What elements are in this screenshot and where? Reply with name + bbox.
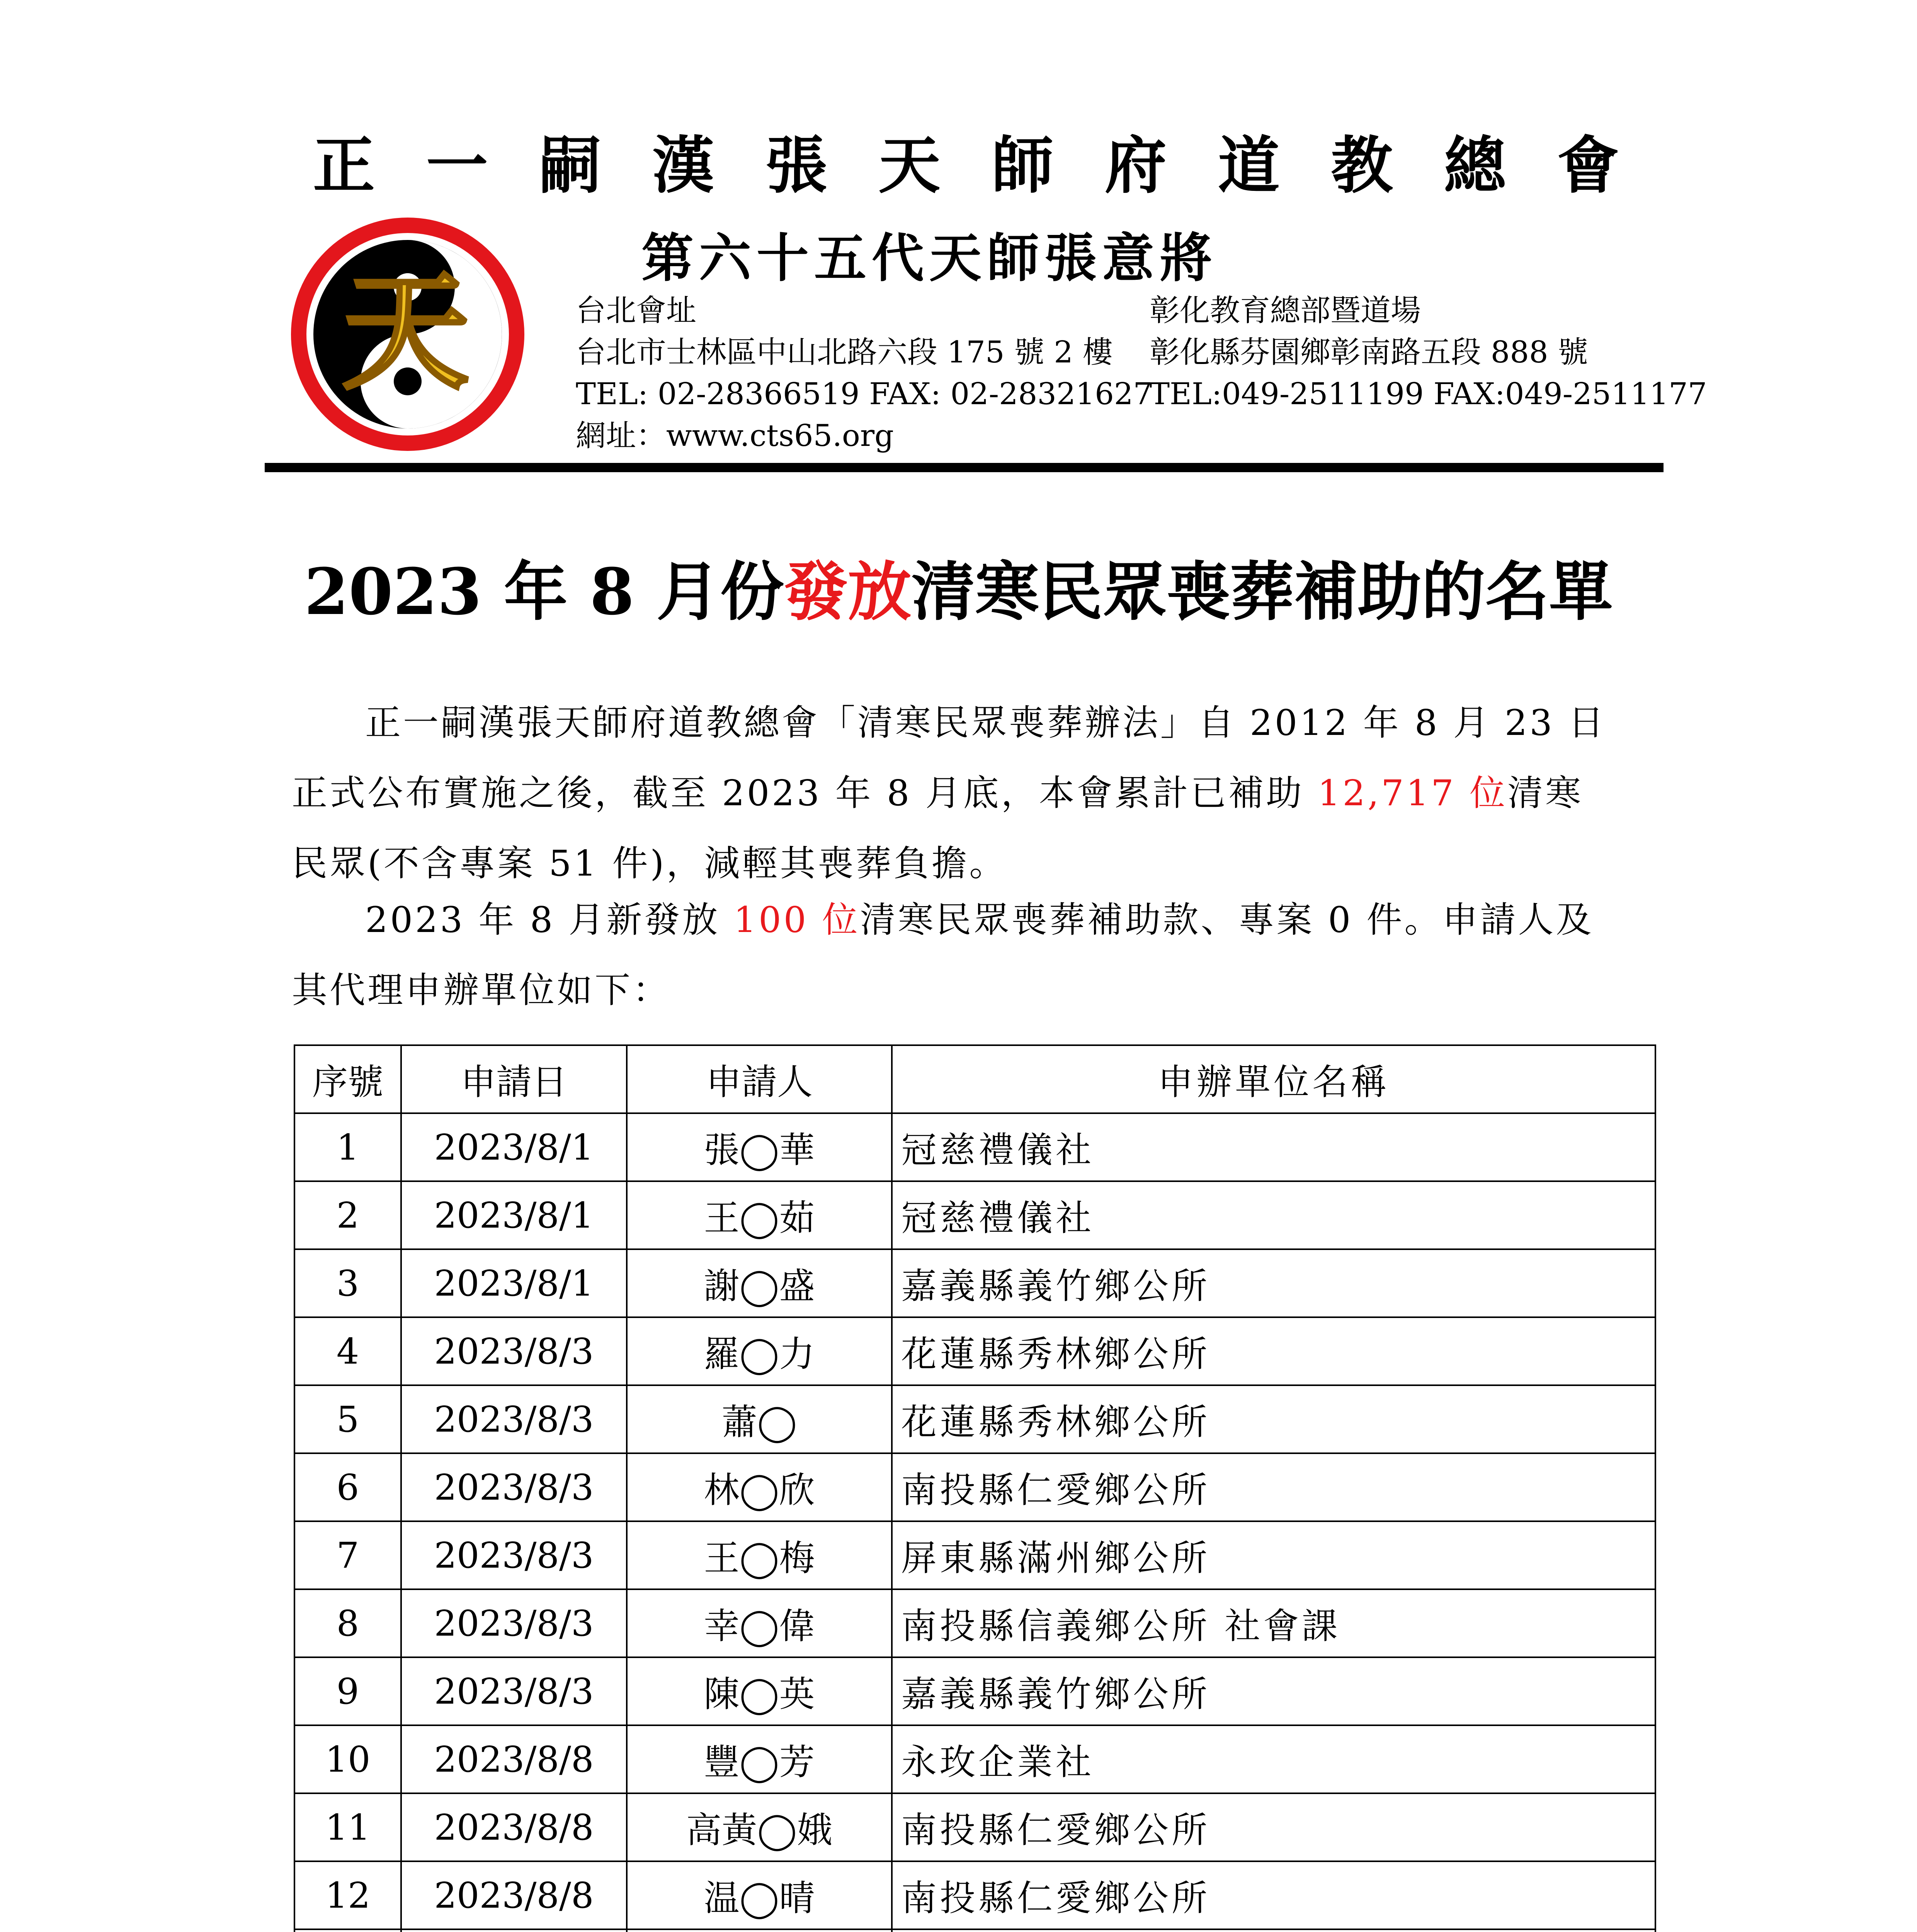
cell-agency: 花蓮縣秀林鄉公所 bbox=[892, 1317, 1655, 1385]
cell-serial: 2 bbox=[294, 1181, 401, 1249]
table-row bbox=[294, 1113, 1655, 1181]
taipei-contact bbox=[576, 290, 1152, 457]
table-row bbox=[294, 1861, 1655, 1929]
cell-agency: 南投縣仁愛鄉公所 bbox=[892, 1793, 1655, 1861]
header-agency: 申辦單位名稱 bbox=[892, 1045, 1655, 1113]
taipei-phone-fax: TEL: 02-28366519 FAX: 02-28321627 bbox=[576, 377, 1153, 412]
org-name-char: 府 bbox=[1105, 129, 1167, 202]
changhua-contact bbox=[1150, 290, 1707, 415]
monthly-count: 100 位 bbox=[720, 899, 860, 940]
table-row bbox=[294, 1453, 1655, 1521]
org-name-char: 教 bbox=[1331, 129, 1393, 202]
cell-applicant: 謝◯盛 bbox=[627, 1249, 892, 1317]
organization-name bbox=[313, 124, 1619, 202]
monthly-text-b: 清寒民眾喪葬補助款、專案 0 件。申請人及其代理申辦單位如下： bbox=[292, 899, 1594, 1011]
subsidy-recipient-table bbox=[294, 1044, 1656, 1932]
intro-text-b: 清寒民眾(不含專案 51 件)，減輕其喪葬負擔。 bbox=[292, 772, 1584, 884]
cell-apply-date: 2023/8/3 bbox=[401, 1589, 627, 1657]
cell-serial: 1 bbox=[294, 1113, 401, 1181]
cell-applicant: 羅◯力 bbox=[627, 1317, 892, 1385]
cell-apply-date: 2023/8/8 bbox=[401, 1725, 627, 1793]
cell-apply-date: 2023/8/1 bbox=[401, 1113, 627, 1181]
changhua-phone-fax: TEL:049-2511199 FAX:049-2511177 bbox=[1150, 377, 1707, 412]
org-name-char: 張 bbox=[765, 129, 827, 202]
cell-serial: 11 bbox=[294, 1793, 401, 1861]
cell-apply-date: 2023/8/3 bbox=[401, 1317, 627, 1385]
document-title bbox=[0, 541, 1917, 633]
changhua-office-label: 彰化教育總部暨道場 bbox=[1150, 293, 1421, 328]
taipei-office-label: 台北會址 bbox=[576, 293, 697, 328]
intro-paragraph bbox=[292, 688, 1621, 899]
cell-agency: 嘉義縣義竹鄉公所 bbox=[892, 1657, 1655, 1725]
cell-agency: 花蓮縣秀林鄉公所 bbox=[892, 1385, 1655, 1453]
cell-apply-date: 2023/8/3 bbox=[401, 1453, 627, 1521]
cell-applicant: 幸◯偉 bbox=[627, 1589, 892, 1657]
cell-apply-date bbox=[401, 1929, 627, 1932]
org-name-char: 嗣 bbox=[539, 129, 601, 202]
cell-agency: 冠慈禮儀社 bbox=[892, 1181, 1655, 1249]
cell-applicant: 高黃◯娥 bbox=[627, 1793, 892, 1861]
cell-serial: 6 bbox=[294, 1453, 401, 1521]
cell-serial: 10 bbox=[294, 1725, 401, 1793]
cell-agency: 嘉義縣義竹鄉公所 bbox=[892, 1249, 1655, 1317]
monthly-paragraph bbox=[292, 885, 1621, 1026]
cell-applicant: 林◯欣 bbox=[627, 1453, 892, 1521]
celestial-master-name: 第六十五代天師張意將 bbox=[641, 228, 1217, 289]
cell-serial: 7 bbox=[294, 1521, 401, 1589]
header-applicant: 申請人 bbox=[627, 1045, 892, 1113]
cell-apply-date: 2023/8/3 bbox=[401, 1521, 627, 1589]
monthly-text-a: 2023 年 8 月新發放 bbox=[365, 899, 720, 940]
cell-applicant: 豐◯芳 bbox=[627, 1725, 892, 1793]
cell-agency bbox=[892, 1929, 1655, 1932]
taipei-address: 台北市士林區中山北路六段 175 號 2 樓 bbox=[576, 335, 1113, 370]
table-row bbox=[294, 1521, 1655, 1589]
cell-serial bbox=[294, 1929, 401, 1932]
cell-apply-date: 2023/8/8 bbox=[401, 1861, 627, 1929]
intro-text-a: 正一嗣漢張天師府道教總會「清寒民眾喪葬辦法」自 2012 年 8 月 23 日正式公布實施之後，截至 2023 年 8 月底，本會累計已補助 bbox=[292, 702, 1606, 814]
header-apply-date: 申請日 bbox=[401, 1045, 627, 1113]
org-name-char: 天 bbox=[878, 129, 941, 202]
org-name-char: 一 bbox=[426, 129, 488, 202]
cell-applicant: 王◯茹 bbox=[627, 1181, 892, 1249]
cell-agency: 南投縣仁愛鄉公所 bbox=[892, 1861, 1655, 1929]
cell-serial: 12 bbox=[294, 1861, 401, 1929]
table-row bbox=[294, 1793, 1655, 1861]
org-name-char: 道 bbox=[1218, 129, 1280, 202]
cell-apply-date: 2023/8/1 bbox=[401, 1249, 627, 1317]
org-name-char: 正 bbox=[313, 129, 375, 202]
cell-serial: 8 bbox=[294, 1589, 401, 1657]
table-row bbox=[294, 1929, 1655, 1932]
cell-apply-date: 2023/8/3 bbox=[401, 1657, 627, 1725]
table-row bbox=[294, 1249, 1655, 1317]
table-header-row bbox=[294, 1045, 1655, 1113]
org-name-char: 師 bbox=[992, 129, 1054, 202]
cell-serial: 4 bbox=[294, 1317, 401, 1385]
org-name-char: 總 bbox=[1444, 129, 1506, 202]
website: 網址：www.cts65.org bbox=[576, 418, 894, 453]
org-name-char: 會 bbox=[1557, 129, 1619, 202]
table-body bbox=[294, 1113, 1655, 1932]
cell-agency: 冠慈禮儀社 bbox=[892, 1113, 1655, 1181]
table-row bbox=[294, 1181, 1655, 1249]
table-row bbox=[294, 1589, 1655, 1657]
table-row bbox=[294, 1317, 1655, 1385]
cell-applicant bbox=[627, 1929, 892, 1932]
taiji-logo bbox=[288, 214, 527, 454]
cumulative-count: 12,717 位 bbox=[1304, 772, 1508, 814]
cell-applicant: 張◯華 bbox=[627, 1113, 892, 1181]
table-row bbox=[294, 1385, 1655, 1453]
title-highlight: 發放 bbox=[784, 554, 912, 629]
cell-agency: 南投縣仁愛鄉公所 bbox=[892, 1453, 1655, 1521]
org-name-char: 漢 bbox=[652, 129, 714, 202]
header-divider bbox=[265, 463, 1664, 472]
cell-applicant: 温◯晴 bbox=[627, 1861, 892, 1929]
table-row bbox=[294, 1725, 1655, 1793]
cell-applicant: 王◯梅 bbox=[627, 1521, 892, 1589]
table-row bbox=[294, 1657, 1655, 1725]
title-prefix: 2023 年 8 月份 bbox=[304, 554, 784, 629]
cell-applicant: 蕭◯ bbox=[627, 1385, 892, 1453]
title-suffix: 清寒民眾喪葬補助的名單 bbox=[911, 554, 1613, 629]
changhua-address: 彰化縣芬園鄉彰南路五段 888 號 bbox=[1150, 335, 1588, 370]
cell-apply-date: 2023/8/8 bbox=[401, 1793, 627, 1861]
header-serial: 序號 bbox=[294, 1045, 401, 1113]
cell-serial: 9 bbox=[294, 1657, 401, 1725]
logo-character: 天 bbox=[342, 257, 469, 407]
cell-applicant: 陳◯英 bbox=[627, 1657, 892, 1725]
cell-apply-date: 2023/8/1 bbox=[401, 1181, 627, 1249]
cell-serial: 3 bbox=[294, 1249, 401, 1317]
cell-apply-date: 2023/8/3 bbox=[401, 1385, 627, 1453]
cell-agency: 南投縣信義鄉公所 社會課 bbox=[892, 1589, 1655, 1657]
cell-agency: 永玫企業社 bbox=[892, 1725, 1655, 1793]
cell-serial: 5 bbox=[294, 1385, 401, 1453]
cell-agency: 屏東縣滿州鄉公所 bbox=[892, 1521, 1655, 1589]
